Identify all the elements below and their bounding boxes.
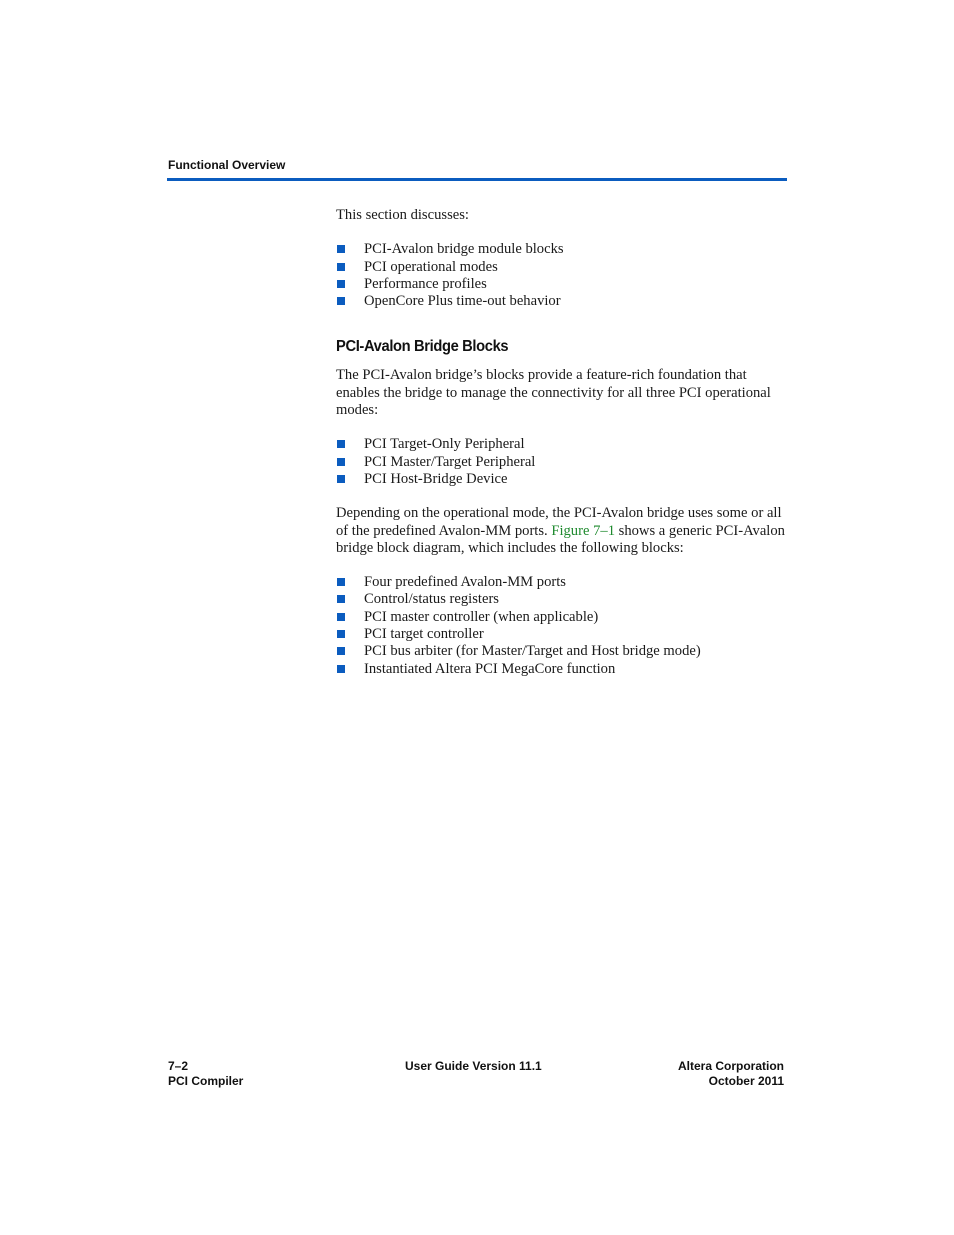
list-item: OpenCore Plus time-out behavior [336, 293, 791, 310]
footer-right [678, 1059, 784, 1089]
footer-center [405, 1059, 542, 1074]
list-item: PCI Host-Bridge Device [336, 471, 791, 488]
blocks-bullet-list [336, 574, 791, 678]
square-bullet-icon [337, 665, 345, 673]
list-item: PCI target controller [336, 626, 791, 643]
square-bullet-icon [337, 630, 345, 638]
list-item: Control/status registers [336, 591, 791, 608]
footer-left [168, 1059, 243, 1089]
product-name: PCI Compiler [168, 1074, 244, 1088]
list-item: PCI-Avalon bridge module blocks [336, 241, 791, 258]
guide-version: User Guide Version 11.1 [405, 1059, 542, 1073]
company-name: Altera Corporation [677, 1059, 784, 1073]
square-bullet-icon [337, 280, 345, 288]
square-bullet-icon [337, 245, 345, 253]
square-bullet-icon [337, 458, 345, 466]
list-item: Performance profiles [336, 276, 791, 293]
section-paragraph-2: Depending on the operational mode, the PCI-Avalon bridge uses some or all of the predefined Avalon-MM ports. Figure 7–1 shows a generic PCI-Avalon bridge block diagram, which includes the following blocks: [336, 505, 785, 556]
intro-text: This section discusses: [336, 207, 469, 223]
square-bullet-icon [337, 297, 345, 305]
list-item: PCI operational modes [336, 259, 791, 276]
square-bullet-icon [337, 613, 345, 621]
intro-bullet-list [336, 241, 791, 310]
list-item: Instantiated Altera PCI MegaCore function [336, 661, 791, 678]
square-bullet-icon [337, 595, 345, 603]
main-content [336, 207, 791, 678]
publication-date: October 2011 [708, 1074, 784, 1088]
page-number: 7–2 [168, 1059, 189, 1073]
list-item: PCI bus arbiter (for Master/Target and Host bridge mode) [336, 643, 791, 660]
list-item: PCI master controller (when applicable) [336, 609, 791, 626]
square-bullet-icon [337, 475, 345, 483]
header-rule [167, 178, 787, 181]
running-header: Functional Overview [168, 158, 286, 172]
list-item: PCI Master/Target Peripheral [336, 454, 791, 471]
modes-bullet-list [336, 436, 791, 488]
figure-cross-reference-link[interactable]: Figure 7–1 [551, 522, 615, 539]
square-bullet-icon [337, 647, 345, 655]
square-bullet-icon [337, 440, 345, 448]
square-bullet-icon [337, 263, 345, 271]
section-paragraph-1: The PCI-Avalon bridge’s blocks provide a feature-rich foundation that enables the bridge to manage the connectivity for all three PCI operational modes: [336, 367, 771, 419]
square-bullet-icon [337, 578, 345, 586]
list-item: PCI Target-Only Peripheral [336, 436, 791, 453]
list-item: Four predefined Avalon-MM ports [336, 574, 791, 591]
section-heading: PCI-Avalon Bridge Blocks [336, 338, 509, 356]
